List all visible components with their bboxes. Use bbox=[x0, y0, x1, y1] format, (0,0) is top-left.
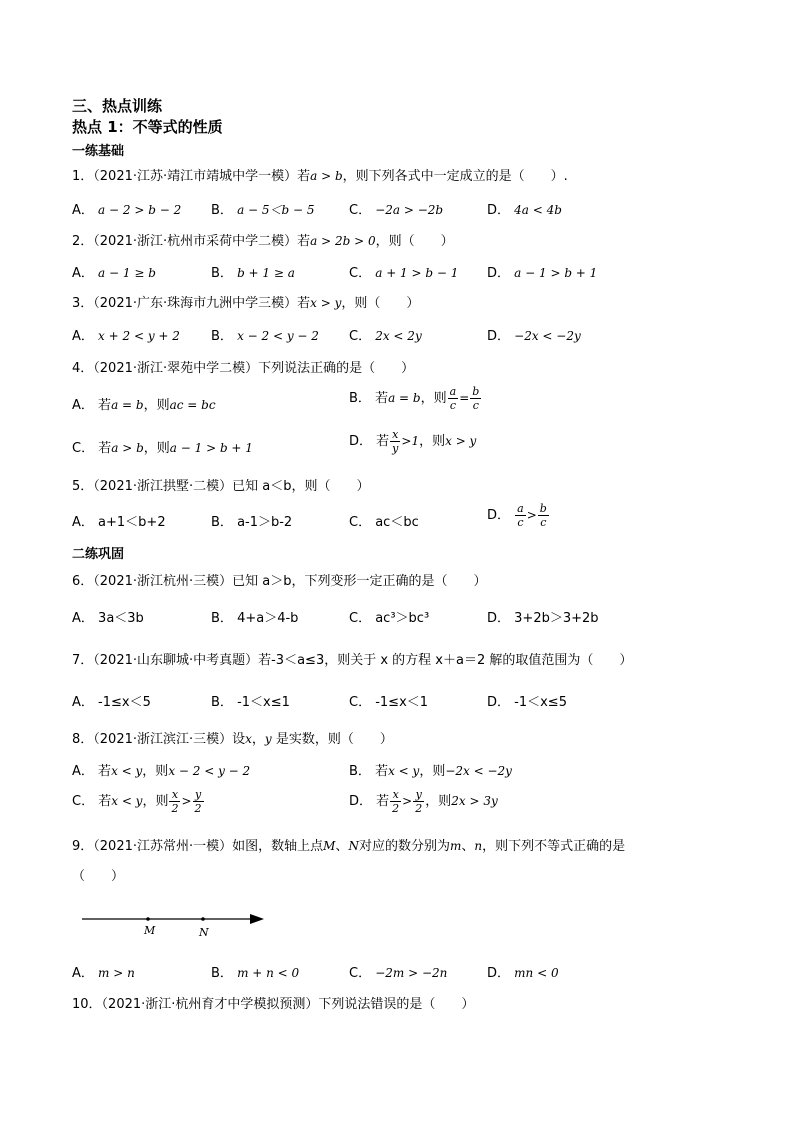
part2-title: 二练巩固 bbox=[72, 547, 125, 562]
q1-option-b: B． a − 5＜b − 5 bbox=[211, 203, 315, 218]
q3-option-c: C． 2x < 2y bbox=[349, 329, 422, 344]
point-n-dot bbox=[201, 917, 205, 921]
q7-option-b: B． -1＜x≤1 bbox=[211, 695, 290, 710]
q4-option-d: D． 若 $\frac{x}{y}$ >1，则x > y bbox=[349, 428, 477, 455]
question-9: 9．（2021·江苏常州·一模）如图，数轴上点M、N对应的数分别为m、n，则下列不等式正确的是 bbox=[72, 839, 626, 854]
question-7: 7．（2021·山东聊城·中考真题）若-3＜a≤3，则关于 x 的方程 x＋a＝2 解的取值范围为（ ） bbox=[72, 653, 633, 668]
question-9-line2: （ ） bbox=[72, 869, 125, 884]
number-line-figure bbox=[80, 908, 270, 944]
question-8: 8．（2021·浙江滨江·三模）设x，y 是实数，则（ ） bbox=[72, 732, 393, 747]
q1-option-a: A． a − 2 > b − 2 bbox=[72, 203, 182, 218]
question-6: 6．（2021·浙江杭州·三模）已知 a＞b，下列变形一定正确的是（ ） bbox=[72, 574, 487, 589]
question-2: 2．（2021·浙江·杭州市采荷中学二模）若a > 2b > 0，则（ ） bbox=[72, 234, 454, 249]
hotspot-title: 热点 1：不等式的性质 bbox=[72, 118, 223, 136]
question-1: 1．（2021·江苏·靖江市靖城中学一模）若a > b，则下列各式中一定成立的是（ ）. bbox=[72, 169, 568, 184]
q5-option-c: C． ac＜bc bbox=[349, 515, 419, 530]
q2-option-c: C． a + 1 > b − 1 bbox=[349, 266, 459, 281]
q6-option-b: B． 4+a＞4-b bbox=[211, 611, 299, 626]
q8-option-a: A． 若x < y，则x − 2 < y − 2 bbox=[72, 764, 251, 779]
q8-option-c: C． 若x < y，则 $\frac{x}{2}$ > $\frac{y}{2}$ bbox=[72, 788, 202, 815]
q9-option-d: D． mn < 0 bbox=[487, 966, 559, 981]
q3-option-b: B． x − 2 < y − 2 bbox=[211, 329, 319, 344]
part1-title: 一练基础 bbox=[72, 144, 125, 159]
q1-option-c: C． −2a > −2b bbox=[349, 203, 444, 218]
question-5: 5．（2021·浙江拱墅·二模）已知 a＜b，则（ ） bbox=[72, 479, 370, 494]
q9-option-a: A． m > n bbox=[72, 966, 135, 981]
point-n-label: N bbox=[199, 926, 209, 939]
question-4: 4．（2021·浙江·翠苑中学二模）下列说法正确的是（ ） bbox=[72, 361, 415, 376]
q8-option-b: B． 若x < y，则−2x < −2y bbox=[349, 764, 512, 779]
number-line-arrow bbox=[250, 914, 264, 924]
q9-option-c: C． −2m > −2n bbox=[349, 966, 448, 981]
section-title: 三、热点训练 bbox=[72, 97, 163, 115]
q2-option-d: D． a − 1 > b + 1 bbox=[487, 266, 598, 281]
q8-option-d: D． 若 $\frac{x}{2}$ > $\frac{y}{2}$ ，则2x > 3y bbox=[349, 788, 498, 815]
q7-option-a: A． -1≤x＜5 bbox=[72, 695, 151, 710]
q5-option-d: D． $\frac{a}{c}$ > $\frac{b}{c}$ bbox=[487, 502, 547, 529]
q2-option-b: B． b + 1 ≥ a bbox=[211, 266, 295, 281]
q2-option-a: A． a − 1 ≥ b bbox=[72, 266, 156, 281]
question-3: 3．（2021·广东·珠海市九洲中学三模）若x > y，则（ ） bbox=[72, 296, 420, 311]
q9-option-b: B． m + n < 0 bbox=[211, 966, 300, 981]
q7-option-d: D． -1＜x≤5 bbox=[487, 695, 567, 710]
q4-option-a: A． 若a = b，则ac = bc bbox=[72, 398, 216, 413]
question-10: 10．（2021·浙江·杭州育才中学模拟预测）下列说法错误的是（ ） bbox=[72, 997, 475, 1012]
q6-option-a: A． 3a＜3b bbox=[72, 611, 144, 626]
q3-option-a: A． x + 2 < y + 2 bbox=[72, 329, 180, 344]
point-m-label: M bbox=[144, 924, 156, 937]
q5-option-a: A． a+1＜b+2 bbox=[72, 515, 166, 530]
q6-option-d: D． 3+2b＞3+2b bbox=[487, 611, 599, 626]
q5-option-b: B． a-1＞b-2 bbox=[211, 515, 293, 530]
q4-option-b: B． 若a = b，则 $\frac{a}{c}$ = $\frac{b}{c}$ bbox=[349, 385, 480, 412]
q4-option-c: C． 若a > b，则a − 1 > b + 1 bbox=[72, 441, 253, 456]
q1-option-d: D． 4a < 4b bbox=[487, 203, 562, 218]
q6-option-c: C． ac³＞bc³ bbox=[349, 611, 430, 626]
point-m-dot bbox=[146, 917, 150, 921]
q7-option-c: C． -1≤x＜1 bbox=[349, 695, 429, 710]
q3-option-d: D． −2x < −2y bbox=[487, 329, 581, 344]
